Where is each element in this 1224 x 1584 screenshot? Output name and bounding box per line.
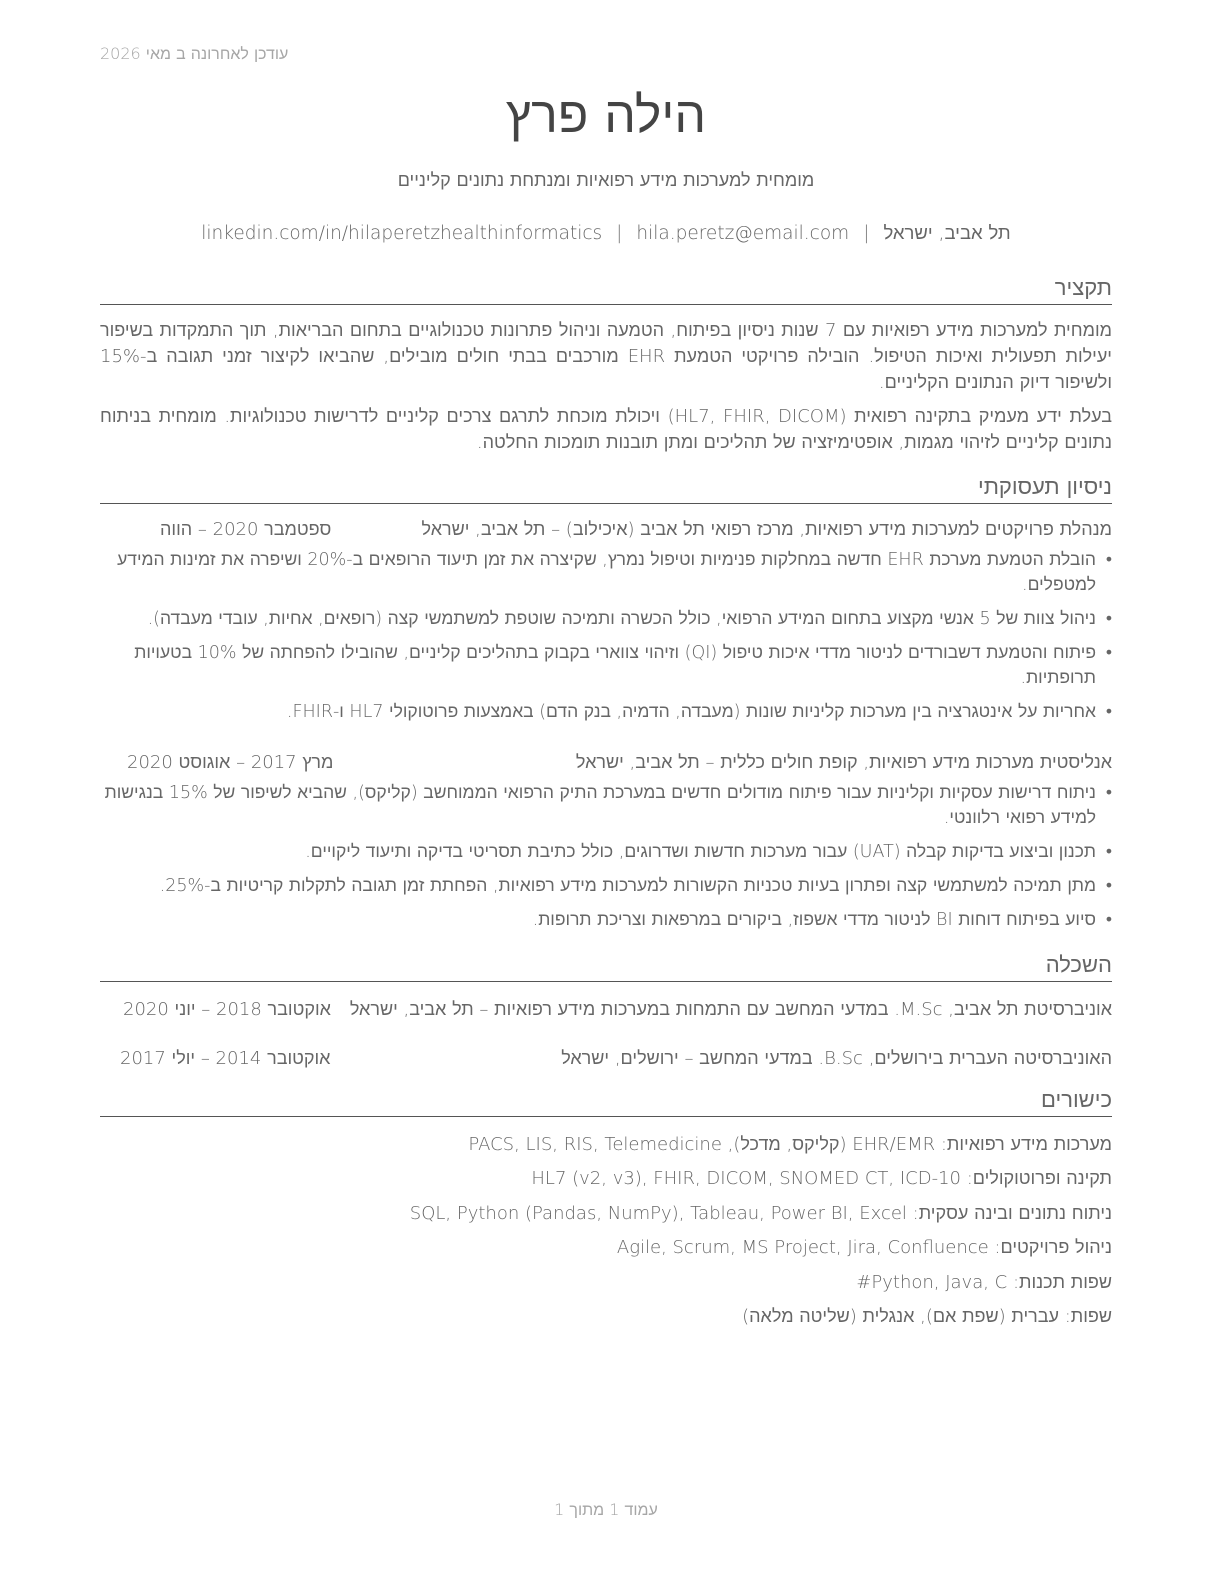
section-title-education: השכלה	[100, 953, 1112, 982]
job-bullets	[100, 781, 1112, 942]
contact-line	[100, 222, 1112, 244]
contact-email[interactable]: hila.peretz@email.com	[636, 223, 850, 244]
skill-line: מערכות מידע רפואיות: EHR/EMR (קליקס, מדכל), PACS, LIS, RIS, Telemedicine	[468, 1134, 1112, 1155]
job-title: אנליסטית מערכות מידע רפואיות, קופת חולים כללית – תל אביב, ישראל	[575, 752, 1112, 773]
bullet-text: תכנון וביצוע בדיקות קבלה (UAT) עבור מערכות חדשות ושדרוגים, כולל כתיבת תסריטי בדיקה ותיעוד ליקויים.	[305, 842, 1096, 862]
contact-separator: |	[616, 223, 623, 244]
job-dates: מרץ 2017 – אוגוסט 2020	[127, 752, 334, 773]
education-item	[100, 997, 1112, 1023]
bullet-icon: •	[1105, 842, 1112, 862]
list-item	[100, 908, 1112, 933]
list-item	[100, 607, 1112, 632]
section-title-experience: ניסיון תעסוקתי	[100, 475, 1112, 504]
list-item	[100, 700, 1112, 725]
bullet-text: אחריות על אינטגרציה בין מערכות קליניות שונות (מעבדה, הדמיה, בנק הדם) באמצעות פרוטוקולי HL7 ו-FHIR.	[286, 702, 1096, 722]
bullet-text: פיתוח והטמעת דשבורדים לניטור מדדי איכות טיפול (QI) וזיהוי צווארי בקבוק בתהליכים קליניים, שהובילו להפחתה של 10% בטעויות תרופתיות.	[134, 643, 1096, 688]
contact-linkedin[interactable]: linkedin.com/in/hilaperetzhealthinformatics	[201, 223, 603, 244]
job-bullets	[100, 548, 1112, 734]
candidate-name: הילה פרץ	[505, 86, 707, 144]
summary-paragraph: מומחית למערכות מידע רפואיות עם 7 שנות ניסיון בפיתוח, הטמעה וניהול פתרונות טכנולוגיים בתחום הבריאות, תוך התמקדות בשיפור יעילות תפעולית ואיכות הטיפול. הובילה פרויקטי הטמעת EHR מורכבים בבתי חולים מובילים, שהביאו לקיצור זמני תגובה ב-15% ולשיפור דיוק הנתונים הקליניים.	[100, 320, 1112, 393]
page-number: עמוד 1 מתוך 1	[554, 1500, 658, 1519]
skill-line: ניהול פרויקטים: Agile, Scrum, MS Project, Jira, Confluence	[616, 1237, 1112, 1258]
bullet-text: הובלת הטמעת מערכת EHR חדשה במחלקות פנימיות וטיפול נמרץ, שקיצרה את זמן תיעוד הרופאים ב-20% ושיפרה את זמינות המידע למטפלים.	[117, 550, 1096, 595]
list-item	[100, 641, 1112, 691]
job-heading	[100, 750, 1112, 776]
candidate-subtitle: מומחית למערכות מידע רפואיות ומנתחת נתונים קליניים	[397, 170, 815, 191]
job-title: מנהלת פרויקטים למערכות מידע רפואיות, מרכז רפואי תל אביב (איכילוב) – תל אביב, ישראל	[421, 519, 1112, 540]
bullet-icon: •	[1105, 550, 1112, 570]
bullet-icon: •	[1105, 702, 1112, 722]
section-title-summary: תקציר	[100, 276, 1112, 305]
list-item	[100, 781, 1112, 831]
section-title-skills: כישורים	[100, 1088, 1112, 1117]
contact-separator: |	[863, 223, 870, 244]
education-item	[100, 1046, 1112, 1072]
bullet-icon: •	[1105, 609, 1112, 629]
bullet-icon: •	[1105, 643, 1112, 663]
list-item	[100, 548, 1112, 598]
bullet-icon: •	[1105, 783, 1112, 803]
job-dates: ספטמבר 2020 – הווה	[160, 519, 332, 540]
bullet-text: סיוע בפיתוח דוחות BI לניטור מדדי אשפוז, ביקורים במרפאות וצריכת תרופות.	[532, 910, 1096, 930]
education-dates: אוקטובר 2014 – יולי 2017	[120, 1048, 331, 1069]
bullet-text: ניתוח דרישות עסקיות וקליניות עבור פיתוח מודולים חדשים במערכת התיק הרפואי הממוחשב (קליקס), שהביא לשיפור של 15% בנגישות למידע רפואי רלוונטי.	[104, 783, 1096, 828]
bullet-icon: •	[1105, 910, 1112, 930]
bullet-icon: •	[1105, 876, 1112, 896]
contact-location: תל אביב, ישראל	[883, 223, 1011, 244]
education-heading: אוניברסיטת תל אביב, M.Sc. במדעי המחשב עם התמחות במערכות מידע רפואיות – תל אביב, ישראל	[349, 999, 1112, 1020]
last-updated-note: עודכן לאחרונה ב מאי 2026	[100, 44, 289, 63]
bullet-text: מתן תמיכה למשתמשי קצה ופתרון בעיות טכניות הקשורות למערכות מידע רפואיות, הפחתת זמן תגובה לתקלות קריטיות ב-25%.	[159, 876, 1096, 896]
skill-line: שפות תכנות: Python, Java, C#	[856, 1272, 1112, 1293]
resume-page	[100, 0, 1112, 1584]
list-item	[100, 874, 1112, 899]
skill-line: ניתוח נתונים ובינה עסקית: SQL, Python (Pandas, NumPy), Tableau, Power BI, Excel	[409, 1203, 1112, 1224]
bullet-text: ניהול צוות של 5 אנשי מקצוע בתחום המידע הרפואי, כולל הכשרה ותמיכה שוטפת למשתמשי קצה (רופאים, אחיות, עובדי מעבדה).	[147, 609, 1096, 629]
skill-line: תקינה ופרוטוקולים: HL7 (v2, v3), FHIR, DICOM, SNOMED CT, ICD-10	[531, 1168, 1112, 1189]
list-item	[100, 840, 1112, 865]
summary-paragraph: בעלת ידע מעמיק בתקינה רפואית (HL7, FHIR, DICOM) ויכולת מוכחת לתרגם צרכים קליניים לדרישות טכנולוגיות. מומחית בניתוח נתונים קליניים לזיהוי מגמות, אופטימיזציה של תהליכים ומתן תובנות תומכות החלטה.	[100, 406, 1112, 453]
education-heading: האוניברסיטה העברית בירושלים, B.Sc. במדעי המחשב – ירושלים, ישראל	[561, 1048, 1112, 1069]
skill-line: שפות: עברית (שפת אם), אנגלית (שליטה מלאה)	[742, 1306, 1112, 1327]
education-dates: אוקטובר 2018 – יוני 2020	[123, 999, 331, 1020]
job-heading	[100, 517, 1112, 543]
